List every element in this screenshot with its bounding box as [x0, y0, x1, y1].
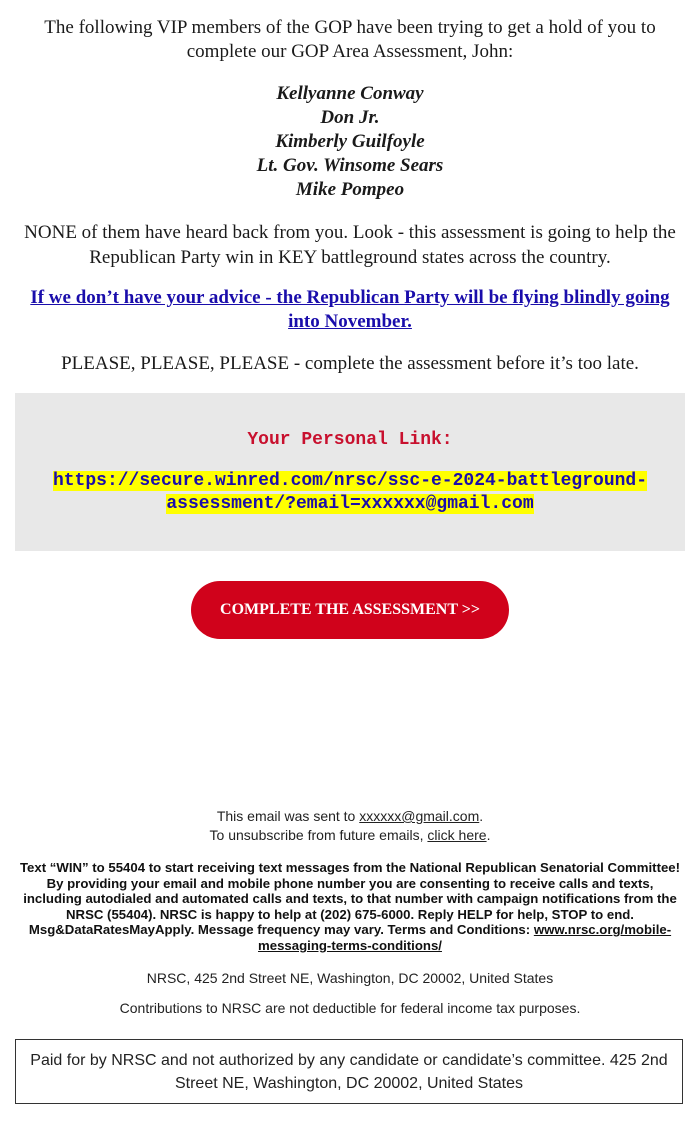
sent-to-line	[20, 807, 680, 825]
sms-disclaimer	[18, 860, 682, 954]
terms-conditions-link[interactable]: www.nrsc.org/mobile-messaging-terms-conditions/	[258, 922, 672, 953]
vip-name: Don Jr.	[320, 107, 380, 128]
mailing-address: NRSC, 425 2nd Street NE, Washington, DC 20002, United States	[146, 970, 554, 986]
complete-assessment-button[interactable]: COMPLETE THE ASSESSMENT >>	[191, 581, 509, 639]
sent-to-suffix: .	[479, 808, 484, 824]
advice-paragraph	[20, 286, 680, 334]
please-paragraph: PLEASE, PLEASE, PLEASE - complete the assessment before it’s too late.	[61, 353, 639, 374]
unsubscribe-prefix: To unsubscribe from future emails,	[209, 827, 428, 843]
vip-name: Kellyanne Conway	[276, 83, 424, 104]
vip-name: Lt. Gov. Winsome Sears	[256, 155, 444, 176]
sent-to-prefix: This email was sent to	[216, 808, 360, 824]
unsubscribe-link[interactable]: click here	[427, 827, 487, 843]
vip-name: Kimberly Guilfoyle	[275, 131, 425, 152]
advice-link[interactable]: If we don’t have your advice - the Republican Party will be flying blindly going into November.	[30, 287, 670, 332]
personal-link-url[interactable]	[35, 470, 665, 516]
none-heard-paragraph: NONE of them have heard back from you. Look - this assessment is going to help the Republican Party win in KEY battleground states across the country.	[24, 222, 676, 268]
tax-deductible-notice: Contributions to NRSC are not deductible for federal income tax purposes.	[119, 1000, 581, 1016]
vip-names-list	[20, 82, 680, 202]
personal-link-url-line[interactable]: https://secure.winred.com/nrsc/ssc-e-2024-battleground-	[52, 471, 648, 491]
sms-disclaimer-text: Text “WIN” to 55404 to start receiving text messages from the National Republican Senatorial Committee! By providing your email and mobile phone number you are consenting to receive calls and texts, including autodialed and automated calls and texts, to that number with campaign notifications from the NRSC (55404). NRSC is happy to help at (202) 675-6000. Reply HELP for help, STOP to end. Msg&DataRatesMayApply. Message frequency may vary. Terms and Conditions:	[19, 860, 681, 938]
personal-link-url-line[interactable]: assessment/?email=xxxxxx@gmail.com	[166, 494, 534, 514]
unsubscribe-suffix: .	[486, 827, 491, 843]
vip-name: Mike Pompeo	[295, 179, 405, 200]
unsubscribe-line	[20, 826, 680, 844]
personal-link-box	[15, 393, 685, 551]
recipient-email-link[interactable]: xxxxxx@gmail.com	[359, 808, 480, 824]
paid-for-disclaimer: Paid for by NRSC and not authorized by any candidate or candidate’s committee. 425 2nd Street NE, Washington, DC 20002, United States	[15, 1039, 683, 1104]
personal-link-label: Your Personal Link:	[247, 430, 453, 450]
intro-paragraph: The following VIP members of the GOP have been trying to get a hold of you to complete our GOP Area Assessment, John:	[44, 17, 656, 62]
